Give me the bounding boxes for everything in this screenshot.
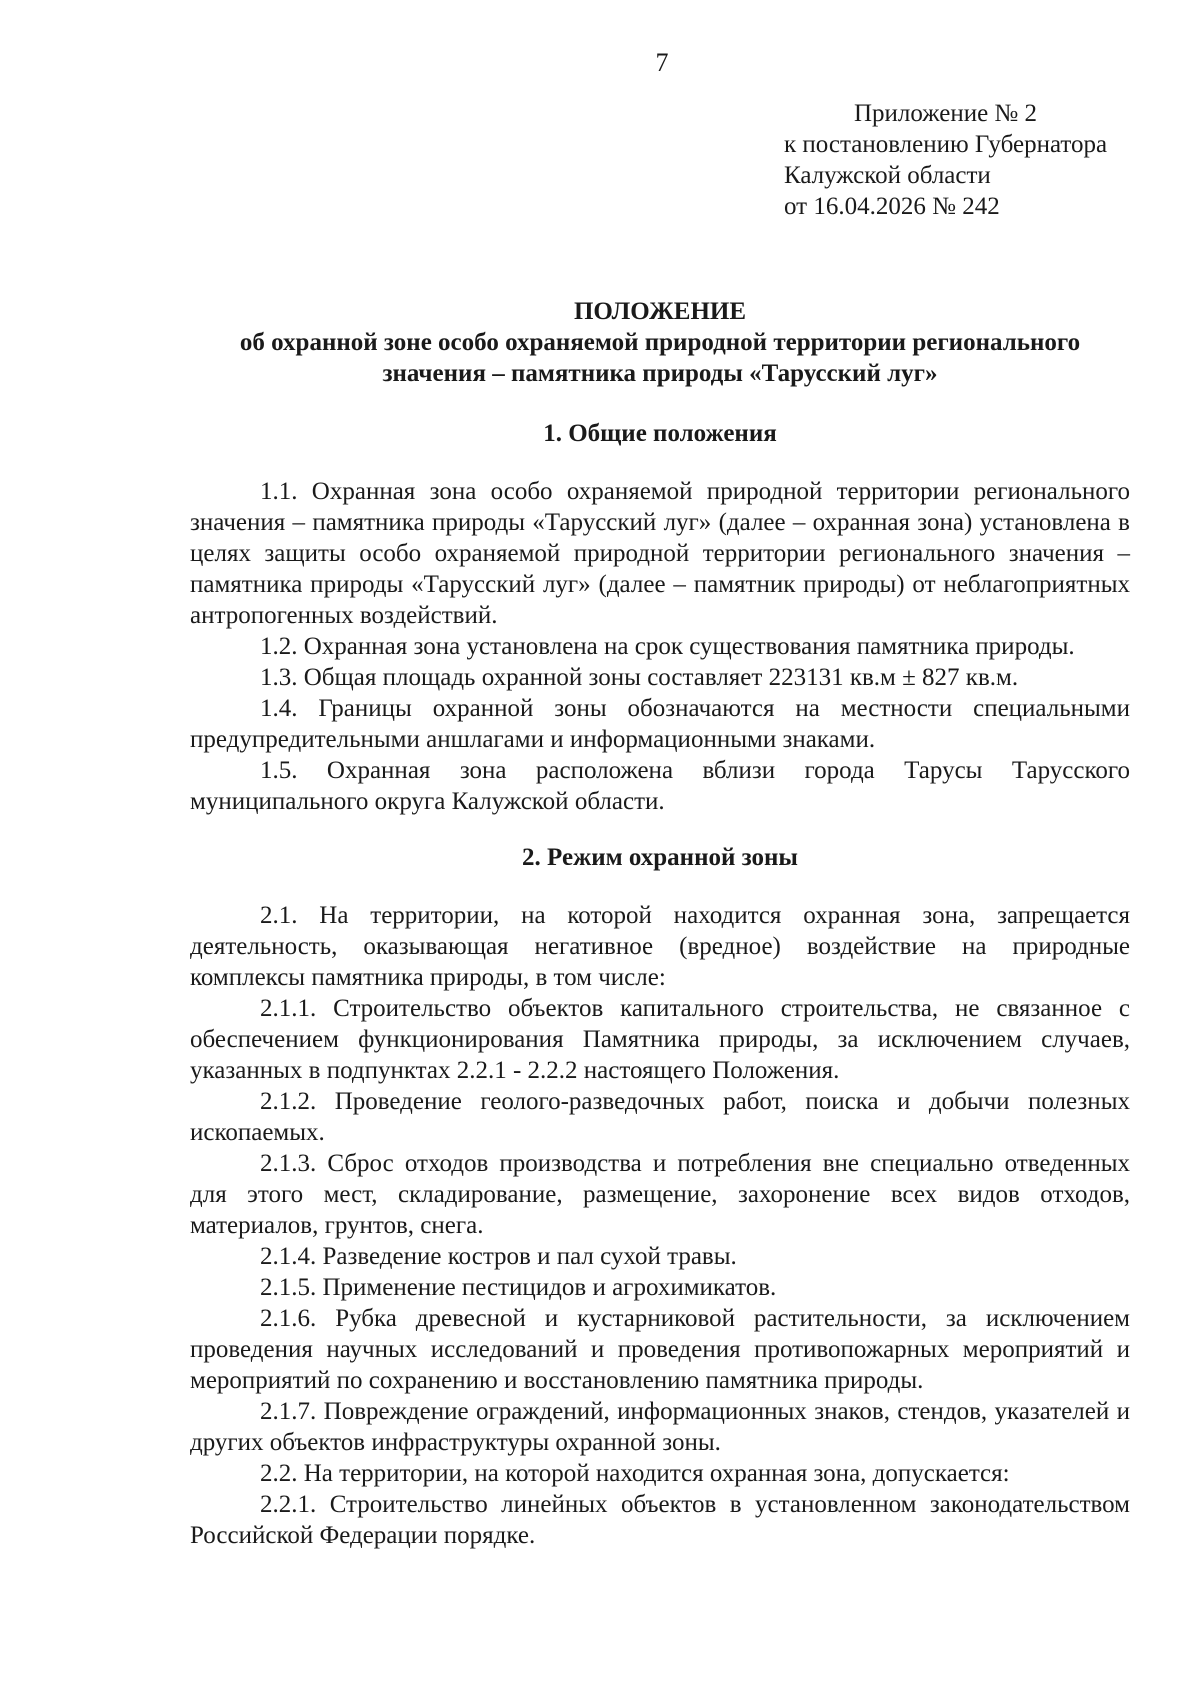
paragraph-2-1-6: 2.1.6. Рубка древесной и кустарниковой растительности, за исключением проведения научных исследований и проведения противопожарных мероприятий и мероприятий по сохранению и восстановлению памятника природы. [190, 1305, 1130, 1394]
appendix-decree: к постановлению Губернатора [784, 131, 1108, 158]
title-main: ПОЛОЖЕНИЕ [573, 298, 747, 325]
paragraph-1-5: 1.5. Охранная зона расположена вблизи города Тарусы Тарусского муниципального округа Калужской области. [190, 757, 1130, 815]
paragraph-2-2: 2.2. На территории, на которой находится охранная зона, допускается: [260, 1460, 1010, 1487]
section2-heading: 2. Режим охранной зоны [522, 844, 798, 871]
appendix-block [784, 98, 1107, 222]
title-subtitle-line2: значения – памятника природы «Тарусский луг» [382, 360, 938, 387]
section2-body [190, 900, 1130, 1551]
paragraph-2-1-2: 2.1.2. Проведение геолого-разведочных работ, поиска и добычи полезных ископаемых. [190, 1088, 1130, 1146]
document-title [190, 296, 1130, 389]
paragraph-2-1: 2.1. На территории, на которой находится охранная зона, запрещается деятельность, оказывающая негативное (вредное) воздействие на природные комплексы памятника природы, в том числе: [190, 902, 1130, 991]
paragraph-1-4: 1.4. Границы охранной зоны обозначаются на местности специальными предупредительными аншлагами и информационными знаками. [190, 695, 1130, 753]
appendix-region: Калужской области [784, 162, 991, 189]
appendix-title: Приложение № 2 [854, 100, 1038, 127]
page-number: 7 [655, 48, 669, 77]
appendix-date-number: от 16.04.2026 № 242 [784, 193, 1000, 220]
paragraph-2-1-7: 2.1.7. Повреждение ограждений, информационных знаков, стендов, указателей и других объектов инфраструктуры охранной зоны. [190, 1398, 1130, 1456]
paragraph-2-1-4: 2.1.4. Разведение костров и пал сухой травы. [260, 1243, 737, 1270]
paragraph-1-3: 1.3. Общая площадь охранной зоны составляет 223131 кв.м ± 827 кв.м. [260, 664, 1019, 691]
paragraph-2-1-5: 2.1.5. Применение пестицидов и агрохимикатов. [260, 1274, 777, 1301]
paragraph-2-2-1: 2.2.1. Строительство линейных объектов в установленном законодательством Российской Федерации порядке. [190, 1491, 1130, 1549]
title-subtitle-line1: об охранной зоне особо охраняемой природной территории регионального [239, 329, 1081, 356]
paragraph-2-1-1: 2.1.1. Строительство объектов капитального строительства, не связанное с обеспечением функционирования Памятника природы, за исключением случаев, указанных в подпунктах 2.2.1 - 2.2.2 настоящего Положения. [190, 995, 1130, 1084]
section1-heading: 1. Общие положения [543, 420, 777, 447]
section1-body [190, 476, 1130, 817]
paragraph-2-1-3: 2.1.3. Сброс отходов производства и потребления вне специально отведенных для этого мест, складирование, размещение, захоронение всех видов отходов, материалов, грунтов, снега. [190, 1150, 1130, 1239]
paragraph-1-1: 1.1. Охранная зона особо охраняемой природной территории регионального значения – памятника природы «Тарусский луг» (далее – охранная зона) установлена в целях защиты особо охраняемой природной территории регионального значения – памятника природы «Тарусский луг» (далее – памятник природы) от неблагоприятных антропогенных воздействий. [190, 478, 1130, 629]
paragraph-1-2: 1.2. Охранная зона установлена на срок существования памятника природы. [260, 633, 1075, 660]
